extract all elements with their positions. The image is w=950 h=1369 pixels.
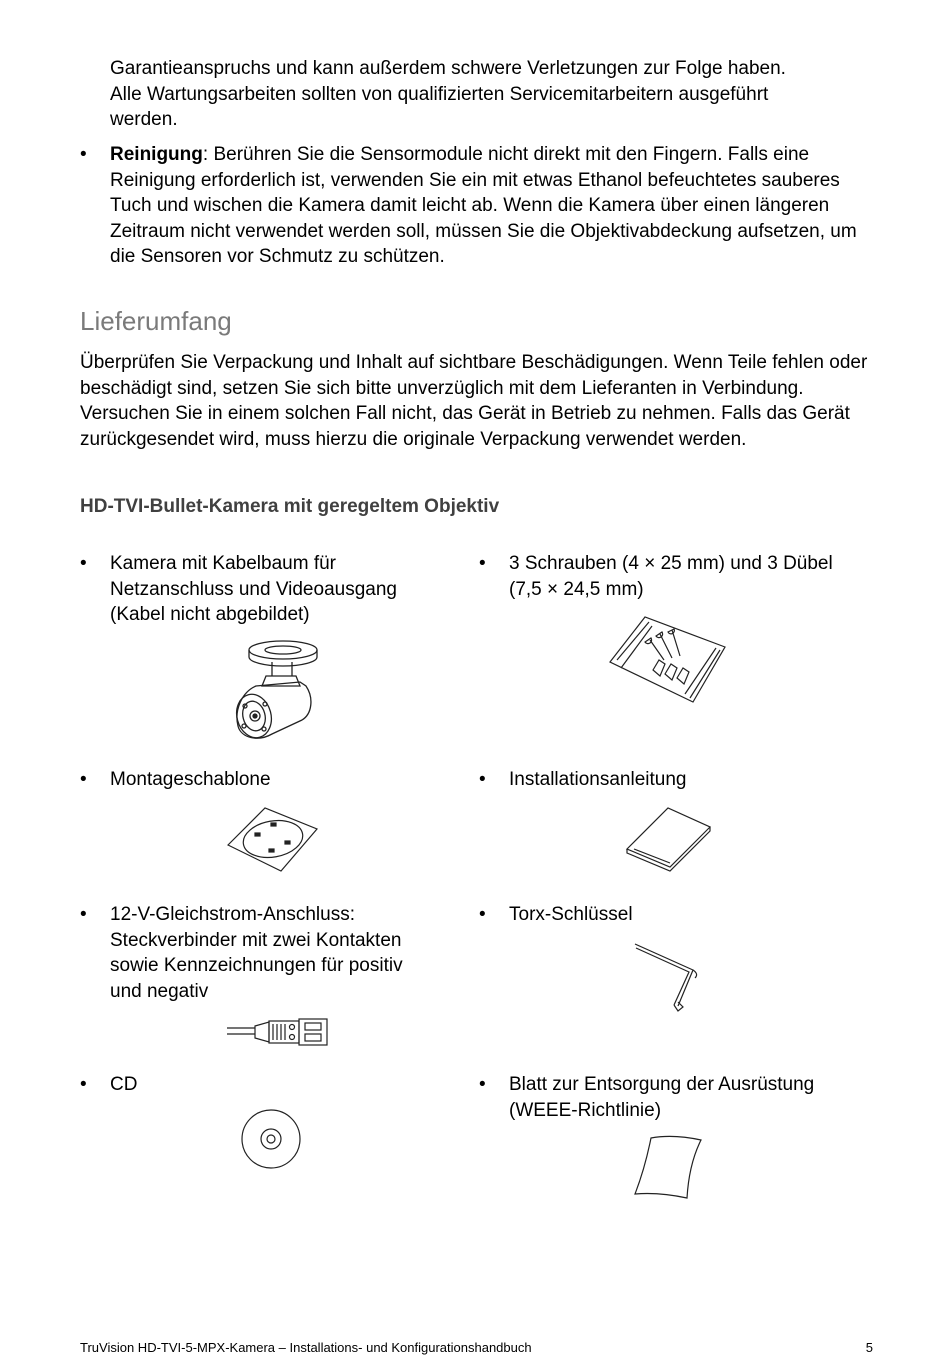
- page-footer: [80, 1340, 873, 1355]
- footer-title: TruVision HD-TVI-5-MPX-Kamera – Installations- und Konfigurationshandbuch: [80, 1340, 532, 1355]
- page-number: 5: [865, 1340, 873, 1355]
- manual-illustration: [624, 805, 714, 875]
- item-torx-label: Torx-Schlüssel: [509, 904, 633, 925]
- camera-illustration: [220, 636, 330, 751]
- bullet-marker: •: [80, 1074, 87, 1095]
- mounting-template-illustration: [225, 805, 320, 880]
- item-connector-label: 12-V-Gleichstrom-Anschluss: Steckverbinder mit zwei Kontakten sowie Kennzeichnungen für positiv und negativ: [110, 904, 403, 1002]
- cleaning-paragraph: [110, 142, 865, 270]
- item-screws-label: 3 Schrauben (4 × 25 mm) und 3 Dübel (7,5 × 24,5 mm): [509, 553, 833, 600]
- screws-bag-illustration: [605, 612, 730, 712]
- section-intro: Überprüfen Sie Verpackung und Inhalt auf sichtbare Beschädigungen. Wenn Teile fehlen oder beschädigt sind, setzen Sie sich bitte unverzüglich mit dem Lieferanten in Verbindung. Versuchen Sie in einem solchen Fall nicht, das Gerät in Betrieb zu nehmen. Falls das Gerät zurückgesendet wird, muss hierzu die originale Verpackung verwendet werden.: [80, 352, 868, 450]
- item-template-label: Montageschablone: [110, 769, 271, 790]
- cd-illustration: [240, 1108, 302, 1175]
- product-subheading: HD-TVI-Bullet-Kamera mit geregeltem Objektiv: [80, 496, 500, 517]
- weee-sheet-illustration: [633, 1134, 705, 1207]
- cleaning-term: Reinigung: [110, 144, 203, 165]
- bullet-marker: •: [80, 904, 87, 925]
- bullet-marker: •: [80, 769, 87, 790]
- bullet-marker: •: [80, 144, 87, 165]
- item-cd-label: CD: [110, 1074, 138, 1095]
- bullet-marker: •: [479, 553, 486, 574]
- continuation-paragraph: Garantieanspruchs und kann außerdem schwere Verletzungen zur Folge haben. Alle Wartungsarbeiten sollten von qualifizierten Servicemitarbeitern ausgeführt werden.: [110, 58, 786, 130]
- torx-key-illustration: [633, 940, 708, 1020]
- item-camera-label: Kamera mit Kabelbaum für Netzanschluss und Videoausgang (Kabel nicht abgebildet): [110, 553, 397, 625]
- dc-connector-illustration: [225, 1016, 330, 1053]
- bullet-marker: •: [479, 1074, 486, 1095]
- item-weee-label: Blatt zur Entsorgung der Ausrüstung (WEEE-Richtlinie): [509, 1074, 815, 1121]
- cleaning-text: : Berühren Sie die Sensormodule nicht direkt mit den Fingern. Falls eine Reinigung erforderlich ist, verwenden Sie ein mit etwas Ethanol befeuchtetes sauberes Tuch und wischen die Kamera damit leicht ab. Wenn die Kamera über einen längeren Zeitraum nicht verwendet werden soll, müssen Sie die Objektivabdeckung aufsetzen, um die Sensoren vor Schmutz zu schützen.: [110, 144, 857, 267]
- bullet-marker: •: [479, 904, 486, 925]
- item-manual-label: Installationsanleitung: [509, 769, 687, 790]
- bullet-marker: •: [479, 769, 486, 790]
- section-heading: Lieferumfang: [80, 306, 232, 336]
- bullet-marker: •: [80, 553, 87, 574]
